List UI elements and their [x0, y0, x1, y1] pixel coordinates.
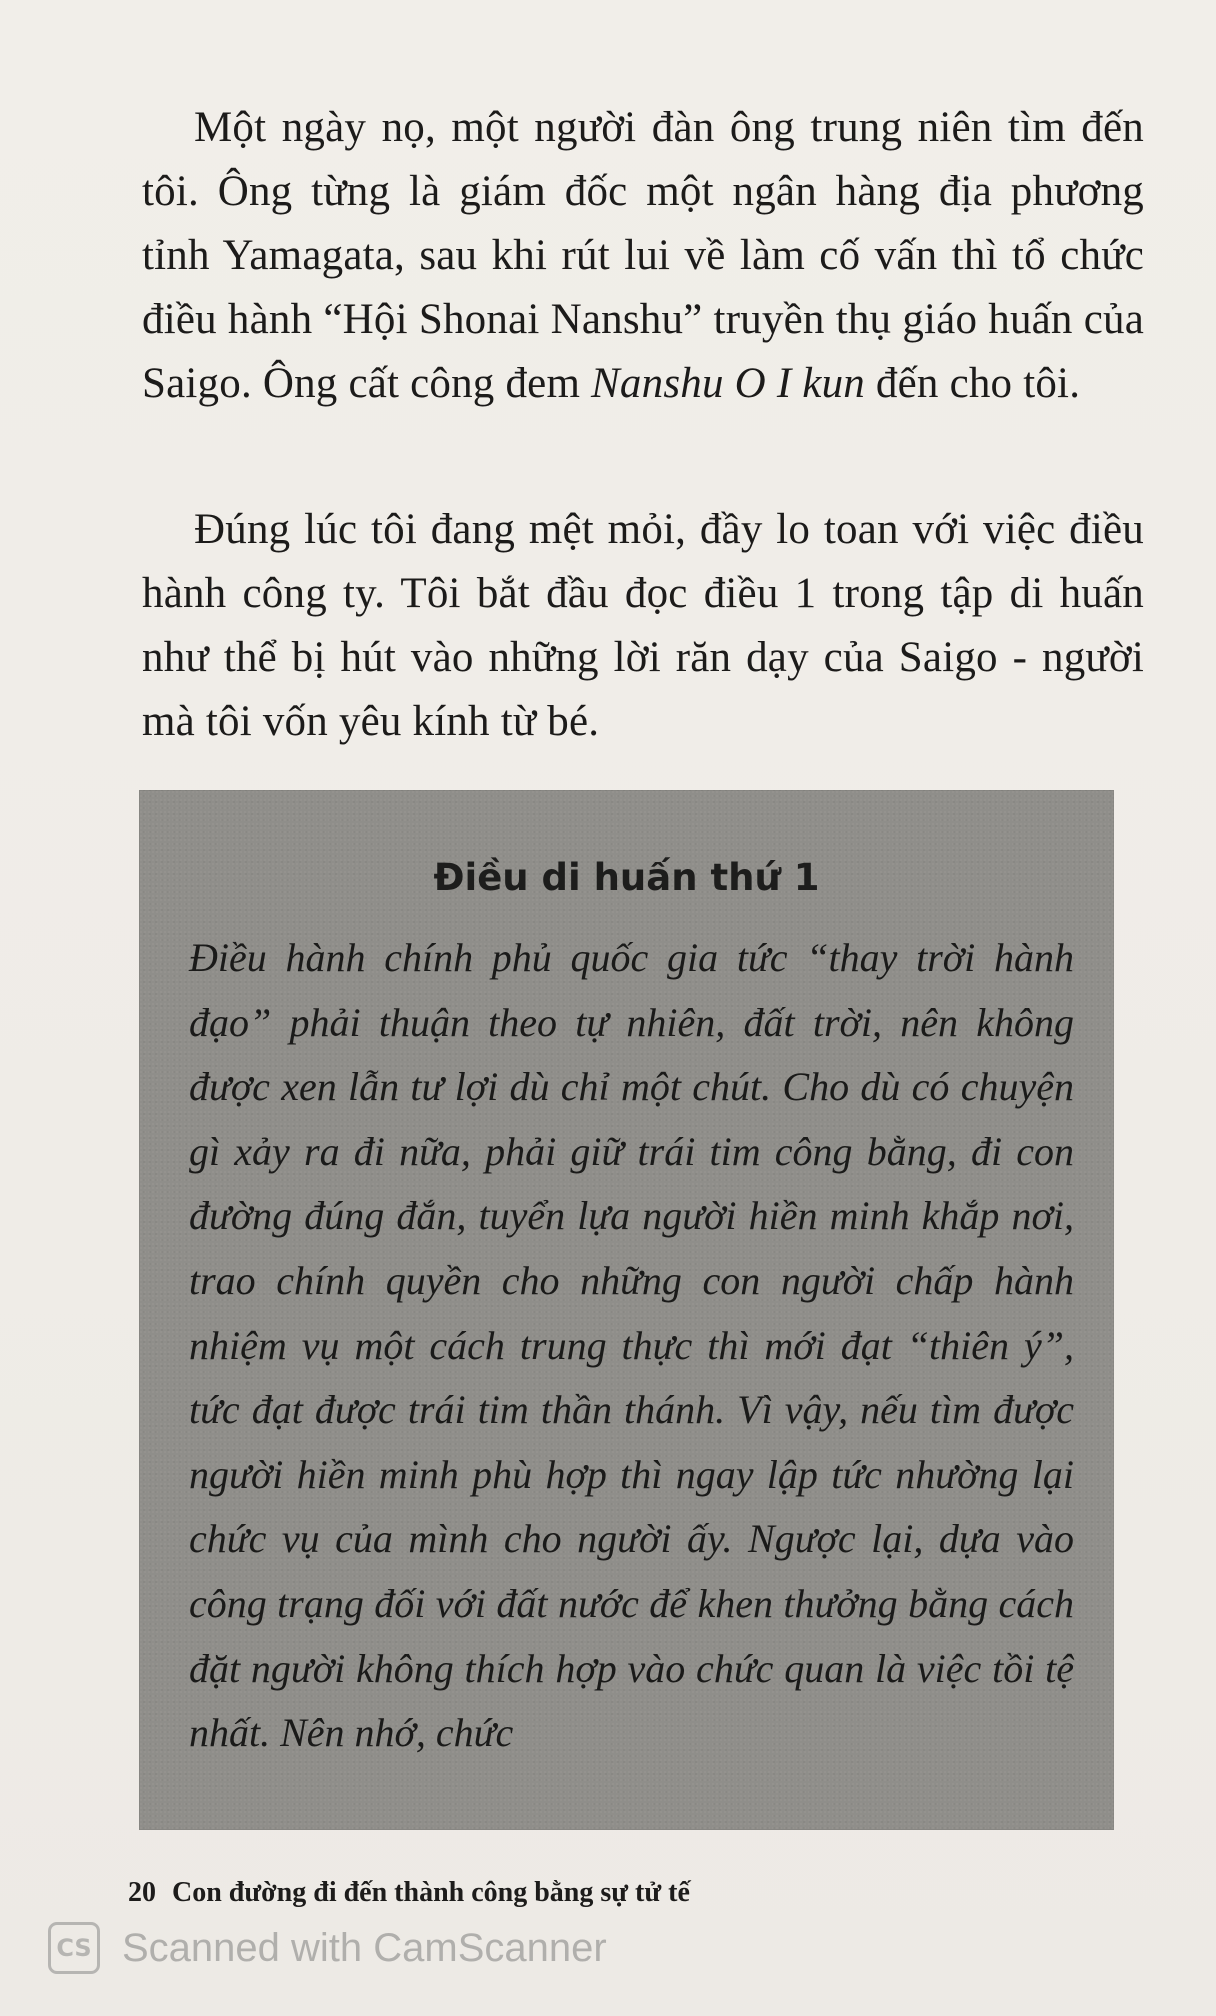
- scanner-watermark: [48, 1922, 607, 1974]
- paragraph-2: Đúng lúc tôi đang mệt mỏi, đầy lo toan với việc điều hành công ty. Tôi bắt đầu đọc điều 1 trong tập di huấn như thể bị hút vào những lời răn dạy của Saigo - người mà tôi vốn yêu kính từ bé.: [142, 506, 1144, 745]
- book-title-italic: Nanshu O I kun: [591, 360, 865, 407]
- paragraph-1-text-a: Một ngày nọ, một người đàn ông trung niên tìm đến tôi. Ông từng là giám đốc một ngân hàng địa phương tỉnh Yamagata, sau khi rút lui về làm cố vấn thì tổ chức điều hành “Hội Shonai Nanshu” truyền thụ giáo huấn của Saigo. Ông cất công đem: [142, 104, 1144, 407]
- camscanner-logo-icon: CS: [48, 1922, 100, 1974]
- page-footer: [128, 1877, 690, 1909]
- paragraph-1: [142, 96, 1144, 416]
- running-title: Con đường đi đến thành công bằng sự tử tế: [172, 1877, 690, 1908]
- page-number: 20: [128, 1877, 156, 1908]
- watermark-text: Scanned with CamScanner: [122, 1925, 607, 1970]
- quote-box-title: Điều di huấn thứ 1: [433, 856, 820, 899]
- paragraph-1-text-b: đến cho tôi.: [864, 360, 1081, 407]
- quote-box: [139, 790, 1114, 1830]
- quote-box-text: Điều hành chính phủ quốc gia tức “thay trời hành đạo” phải thuận theo tự nhiên, đất trời, nên không được xen lẫn tư lợi dù chỉ một chút. Cho dù có chuyện gì xảy ra đi nữa, phải giữ trái tim công bằng, đi con đường đúng đắn, tuyển lựa người hiền minh khắp nơi, trao chính quyền cho những con người chấp hành nhiệm vụ một cách trung thực thì mới đạt “thiên ý”, tức đạt được trái tim thần thánh. Vì vậy, nếu tìm được người hiền minh phù hợp thì ngay lập tức nhường lại chức vụ của mình cho người ấy. Ngược lại, dựa vào công trạng đối với đất nước để khen thưởng bằng cách đặt người không thích hợp vào chức quan là việc tồi tệ nhất. Nên nhớ, chức: [189, 935, 1074, 1756]
